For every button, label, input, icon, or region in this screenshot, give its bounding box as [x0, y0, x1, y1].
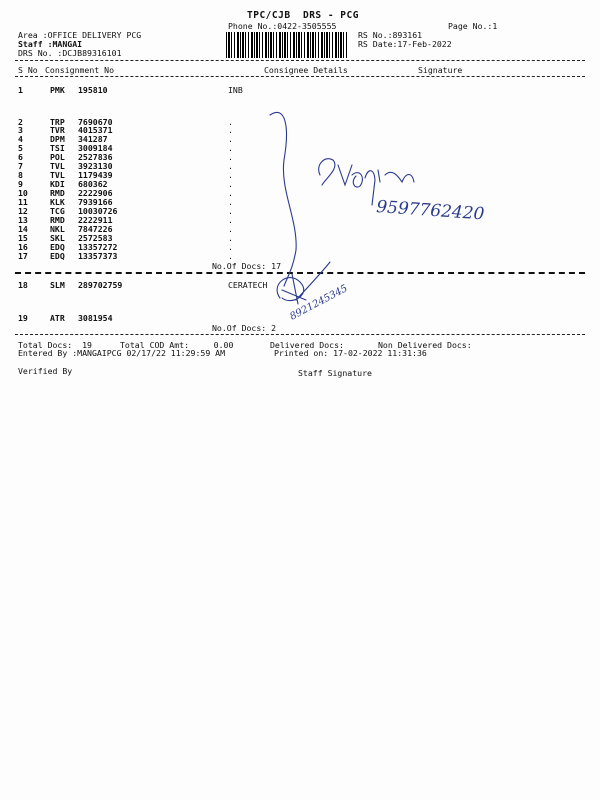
- row-sno: 13: [18, 215, 28, 225]
- row-prefix: TVR: [50, 125, 65, 135]
- row-consignment-no: 7690670: [78, 117, 113, 127]
- row-sno: 3: [18, 125, 23, 135]
- row-sno: 5: [18, 143, 23, 153]
- row-sno: 17: [18, 251, 28, 261]
- row-sno: 10: [18, 188, 28, 198]
- row-prefix: EDQ: [50, 251, 65, 261]
- row-consignee: .: [228, 242, 233, 252]
- row-consignee: CERATECH: [228, 280, 268, 290]
- row-prefix: RMD: [50, 188, 65, 198]
- row-sno: 4: [18, 134, 23, 144]
- verified-by: Verified By: [18, 366, 73, 376]
- rs-date: RS Date:17-Feb-2022: [358, 39, 452, 49]
- total-docs: Total Docs: 19: [18, 340, 92, 350]
- page-number: Page No.:1: [448, 21, 498, 31]
- row-consignee: .: [228, 206, 233, 216]
- row-prefix: KLK: [50, 197, 65, 207]
- row-sno: 1: [18, 85, 23, 95]
- row-consignee: .: [228, 125, 233, 135]
- staff-signature: Staff Signature: [298, 368, 372, 378]
- row-consignment-no: 289702759: [78, 280, 123, 290]
- area-label: Area :OFFICE DELIVERY PCG: [18, 30, 142, 40]
- row-consignment-no: 1179439: [78, 170, 113, 180]
- row-consignee: .: [228, 197, 233, 207]
- row-consignee: .: [228, 134, 233, 144]
- row-prefix: KDI: [50, 179, 65, 189]
- row-consignee: .: [228, 188, 233, 198]
- row-consignee: .: [228, 117, 233, 127]
- row-consignee: INB: [228, 85, 243, 95]
- row-consignment-no: 2572583: [78, 233, 113, 243]
- phone-number: Phone No.:0422-3505555: [228, 21, 337, 31]
- row-prefix: SKL: [50, 233, 65, 243]
- row-prefix: SLM: [50, 280, 65, 290]
- row-consignment-no: 13357272: [78, 242, 118, 252]
- row-prefix: NKL: [50, 224, 65, 234]
- row-consignment-no: 4015371: [78, 125, 113, 135]
- row-prefix: EDQ: [50, 242, 65, 252]
- row-consignment-no: 3009184: [78, 143, 113, 153]
- row-consignee: .: [228, 215, 233, 225]
- non-delivered-docs: Non Delivered Docs:: [378, 340, 472, 350]
- group2-doc-count: No.Of Docs: 2: [212, 323, 277, 333]
- delivered-docs: Delivered Docs:: [270, 340, 344, 350]
- row-consignment-no: 3081954: [78, 313, 113, 323]
- row-sno: 19: [18, 313, 28, 323]
- row-prefix: PMK: [50, 85, 65, 95]
- row-consignment-no: 13357373: [78, 251, 118, 261]
- row-consignment-no: 341287: [78, 134, 108, 144]
- row-consignment-no: 2222911: [78, 215, 113, 225]
- row-sno: 11: [18, 197, 28, 207]
- col-sno: S No: [18, 65, 38, 75]
- row-consignee: .: [228, 233, 233, 243]
- row-consignment-no: 7847226: [78, 224, 113, 234]
- row-prefix: TCG: [50, 206, 65, 216]
- row-consignment-no: 3923130: [78, 161, 113, 171]
- handwritten-phone-2: 8921245345: [288, 283, 350, 323]
- total-cod: Total COD Amt: 0.00: [120, 340, 234, 350]
- row-consignee: .: [228, 170, 233, 180]
- row-consignment-no: 7939166: [78, 197, 113, 207]
- row-prefix: TVL: [50, 161, 65, 171]
- row-consignee: .: [228, 251, 233, 261]
- row-consignment-no: 10030726: [78, 206, 118, 216]
- entered-by: Entered By :MANGAIPCG 02/17/22 11:29:59 AM: [18, 348, 226, 358]
- row-consignee: .: [228, 152, 233, 162]
- row-sno: 9: [18, 179, 23, 189]
- col-signature: Signature: [418, 65, 463, 75]
- group1-doc-count: No.Of Docs: 17: [212, 261, 282, 271]
- row-consignment-no: 680362: [78, 179, 108, 189]
- staff-label: Staff :MANGAI: [18, 39, 83, 49]
- row-sno: 18: [18, 280, 28, 290]
- row-consignment-no: 2527836: [78, 152, 113, 162]
- row-sno: 15: [18, 233, 28, 243]
- row-sno: 8: [18, 170, 23, 180]
- row-sno: 14: [18, 224, 28, 234]
- row-sno: 12: [18, 206, 28, 216]
- row-prefix: DPM: [50, 134, 65, 144]
- row-prefix: RMD: [50, 215, 65, 225]
- row-prefix: TRP: [50, 117, 65, 127]
- row-consignee: .: [228, 143, 233, 153]
- row-sno: 2: [18, 117, 23, 127]
- handwritten-phone-1: 9597762420: [375, 197, 485, 225]
- row-consignment-no: 195810: [78, 85, 108, 95]
- row-consignee: .: [228, 161, 233, 171]
- row-prefix: TVL: [50, 170, 65, 180]
- row-consignment-no: 2222906: [78, 188, 113, 198]
- rs-number: RS No.:893161: [358, 30, 423, 40]
- row-sno: 6: [18, 152, 23, 162]
- row-sno: 16: [18, 242, 28, 252]
- col-consignment: Consignment No: [45, 65, 115, 75]
- col-consignee: Consignee Details: [264, 65, 348, 75]
- row-consignee: .: [228, 179, 233, 189]
- drs-number: DRS No. :DCJB89316101: [18, 48, 122, 58]
- row-prefix: ATR: [50, 313, 65, 323]
- row-prefix: POL: [50, 152, 65, 162]
- printed-on: Printed on: 17-02-2022 11:31:36: [274, 348, 427, 358]
- document-title: TPC/CJB DRS - PCG: [247, 10, 359, 21]
- row-consignee: .: [228, 224, 233, 234]
- row-sno: 7: [18, 161, 23, 171]
- row-prefix: TSI: [50, 143, 65, 153]
